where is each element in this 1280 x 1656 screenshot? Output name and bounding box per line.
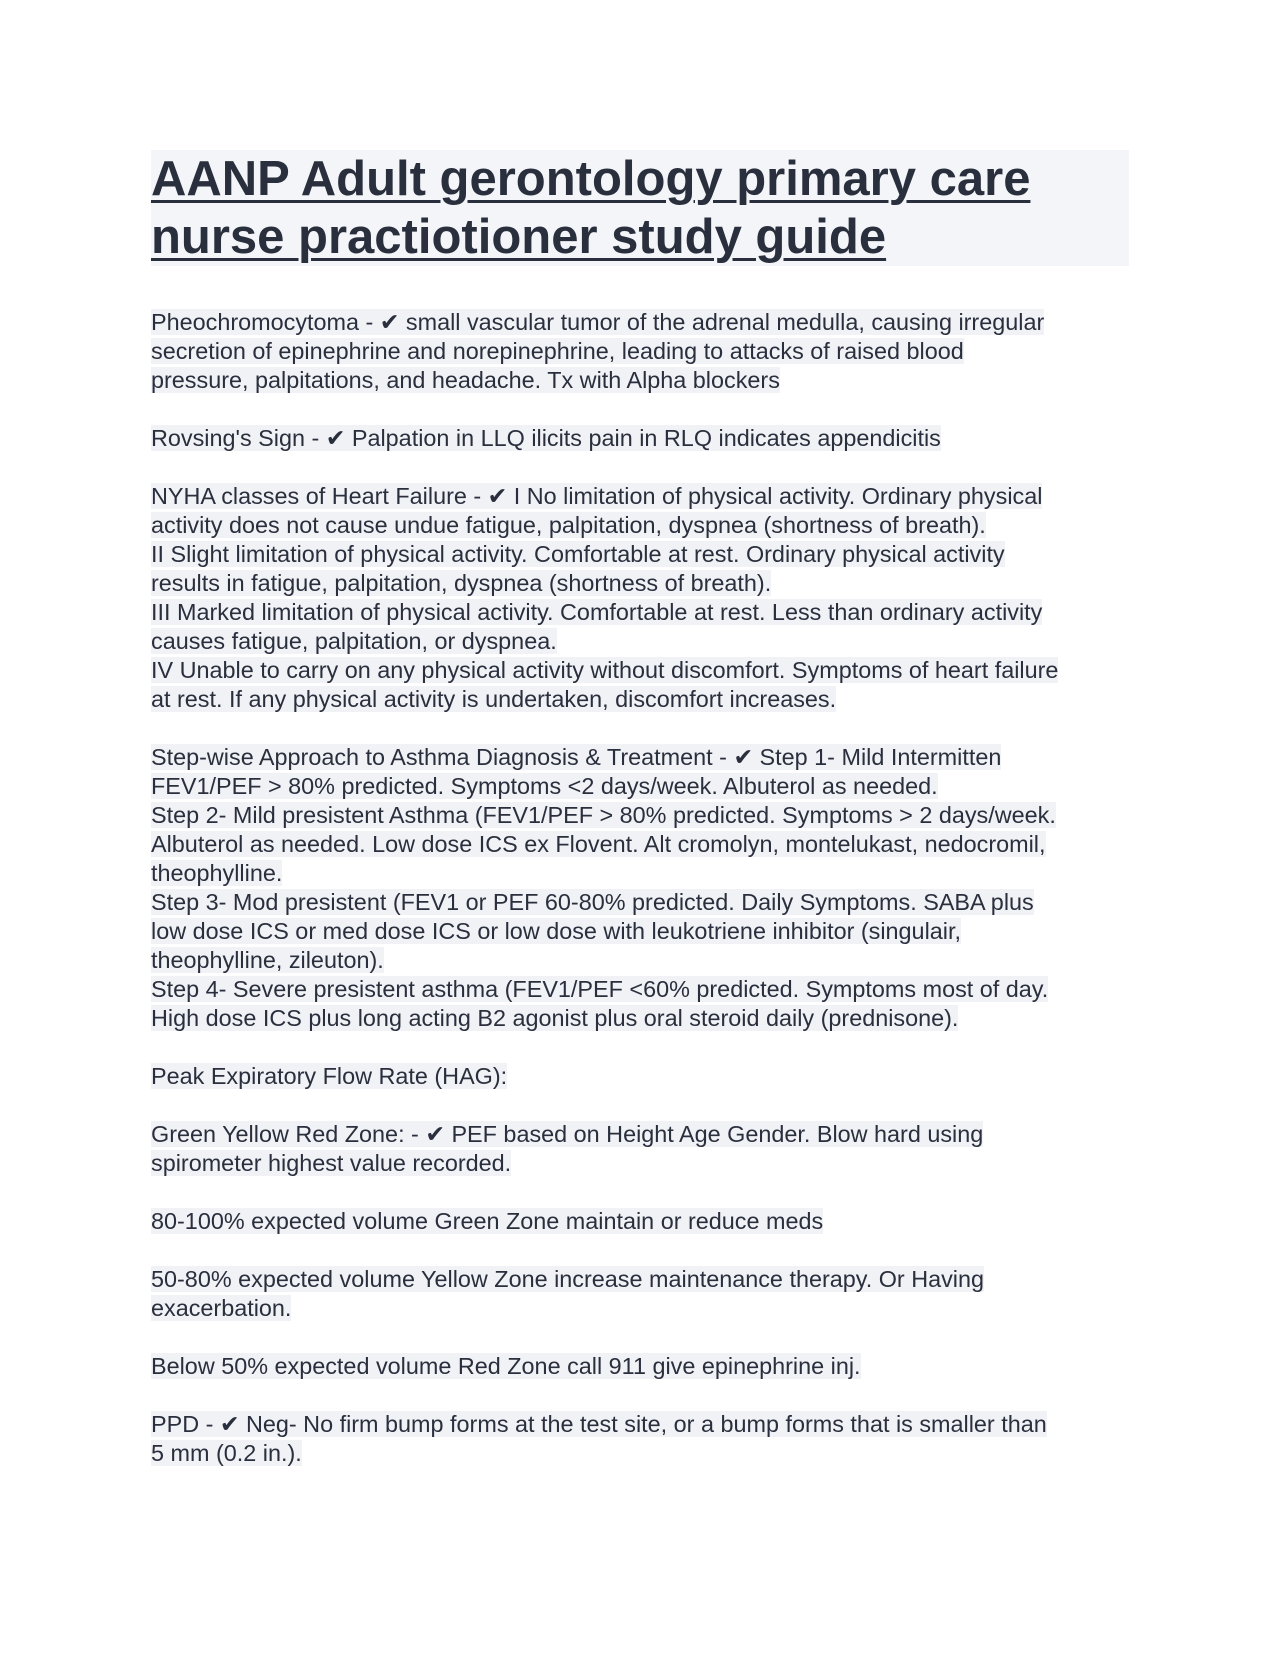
study-entry [151, 743, 1129, 1033]
entry-row [151, 1352, 1129, 1381]
entry-row [151, 366, 1129, 395]
entry-row [151, 743, 1129, 772]
entry-text: results in fatigue, palpitation, dyspnea (shortness of breath). [151, 570, 772, 596]
entry-row [151, 830, 1129, 859]
entry-row [151, 540, 1129, 569]
study-entry [151, 1265, 1129, 1323]
study-entry [151, 424, 1129, 453]
entry-text: Rovsing's Sign - ✔ Palpation in LLQ ilicits pain in RLQ indicates appendicitis [151, 425, 941, 451]
study-entries [151, 308, 1129, 1468]
study-entry [151, 1410, 1129, 1468]
entry-text: NYHA classes of Heart Failure - ✔ I No limitation of physical activity. Ordinary physical [151, 483, 1043, 509]
study-entry [151, 308, 1129, 395]
study-entry [151, 1120, 1129, 1178]
entry-row [151, 888, 1129, 917]
entry-text: spirometer highest value recorded. [151, 1150, 512, 1176]
entry-row [151, 1410, 1129, 1439]
entry-text: FEV1/PEF > 80% predicted. Symptoms <2 days/week. Albuterol as needed. [151, 773, 938, 799]
entry-text: IV Unable to carry on any physical activity without discomfort. Symptoms of heart failure [151, 657, 1059, 683]
document-page [151, 150, 1129, 1497]
study-entry [151, 1207, 1129, 1236]
title-line: AANP Adult gerontology primary care [151, 152, 1031, 206]
entry-row [151, 1149, 1129, 1178]
entry-row [151, 424, 1129, 453]
entry-text: at rest. If any physical activity is undertaken, discomfort increases. [151, 686, 837, 712]
entry-text: theophylline. [151, 860, 283, 886]
entry-row [151, 1294, 1129, 1323]
study-entry [151, 1062, 1129, 1091]
entry-text: pressure, palpitations, and headache. Tx with Alpha blockers [151, 367, 780, 393]
entry-text: secretion of epinephrine and norepinephrine, leading to attacks of raised blood [151, 338, 964, 364]
entry-text: low dose ICS or med dose ICS or low dose with leukotriene inhibitor (singulair, [151, 918, 961, 944]
entry-text: exacerbation. [151, 1295, 292, 1321]
entry-row [151, 482, 1129, 511]
entry-text: theophylline, zileuton). [151, 947, 384, 973]
entry-text: Step 2- Mild presistent Asthma (FEV1/PEF > 80% predicted. Symptoms > 2 days/week. [151, 802, 1056, 828]
entry-text: Albuterol as needed. Low dose ICS ex Flovent. Alt cromolyn, montelukast, nedocromil, [151, 831, 1046, 857]
entry-row [151, 1062, 1129, 1091]
entry-row [151, 627, 1129, 656]
entry-text: Pheochromocytoma - ✔ small vascular tumor of the adrenal medulla, causing irregular [151, 309, 1045, 335]
entry-row [151, 656, 1129, 685]
entry-row [151, 308, 1129, 337]
entry-row [151, 598, 1129, 627]
entry-row [151, 1265, 1129, 1294]
entry-row [151, 859, 1129, 888]
entry-text: Step 4- Severe presistent asthma (FEV1/PEF <60% predicted. Symptoms most of day. [151, 976, 1049, 1002]
entry-row [151, 1120, 1129, 1149]
entry-row [151, 511, 1129, 540]
entry-text: II Slight limitation of physical activity. Comfortable at rest. Ordinary physical activity [151, 541, 1005, 567]
entry-row [151, 685, 1129, 714]
entry-text: Below 50% expected volume Red Zone call 911 give epinephrine inj. [151, 1353, 861, 1379]
entry-row [151, 975, 1129, 1004]
entry-row [151, 772, 1129, 801]
entry-text: 5 mm (0.2 in.). [151, 1440, 302, 1466]
entry-row [151, 917, 1129, 946]
entry-text: III Marked limitation of physical activity. Comfortable at rest. Less than ordinary activity [151, 599, 1043, 625]
entry-text: Green Yellow Red Zone: - ✔ PEF based on Height Age Gender. Blow hard using [151, 1121, 984, 1147]
study-entry [151, 1352, 1129, 1381]
entry-row [151, 1207, 1129, 1236]
entry-text: activity does not cause undue fatigue, palpitation, dyspnea (shortness of breath). [151, 512, 986, 538]
entry-text: 50-80% expected volume Yellow Zone increase maintenance therapy. Or Having [151, 1266, 985, 1292]
entry-text: causes fatigue, palpitation, or dyspnea. [151, 628, 557, 654]
entry-text: Peak Expiratory Flow Rate (HAG): [151, 1063, 508, 1089]
entry-text: 80-100% expected volume Green Zone maintain or reduce meds [151, 1208, 824, 1234]
title-block [151, 150, 1129, 266]
entry-text: High dose ICS plus long acting B2 agonist plus oral steroid daily (prednisone). [151, 1005, 959, 1031]
entry-row [151, 1004, 1129, 1033]
entry-row [151, 337, 1129, 366]
entry-row [151, 569, 1129, 598]
document-title [151, 150, 1129, 266]
entry-text: Step-wise Approach to Asthma Diagnosis & Treatment - ✔ Step 1- Mild Intermitten [151, 744, 1002, 770]
entry-row [151, 946, 1129, 975]
study-entry [151, 482, 1129, 714]
entry-text: PPD - ✔ Neg- No firm bump forms at the test site, or a bump forms that is smaller than [151, 1411, 1047, 1437]
entry-text: Step 3- Mod presistent (FEV1 or PEF 60-80% predicted. Daily Symptoms. SABA plus [151, 889, 1034, 915]
entry-row [151, 801, 1129, 830]
entry-row [151, 1439, 1129, 1468]
title-line: nurse practiotioner study guide [151, 210, 887, 264]
